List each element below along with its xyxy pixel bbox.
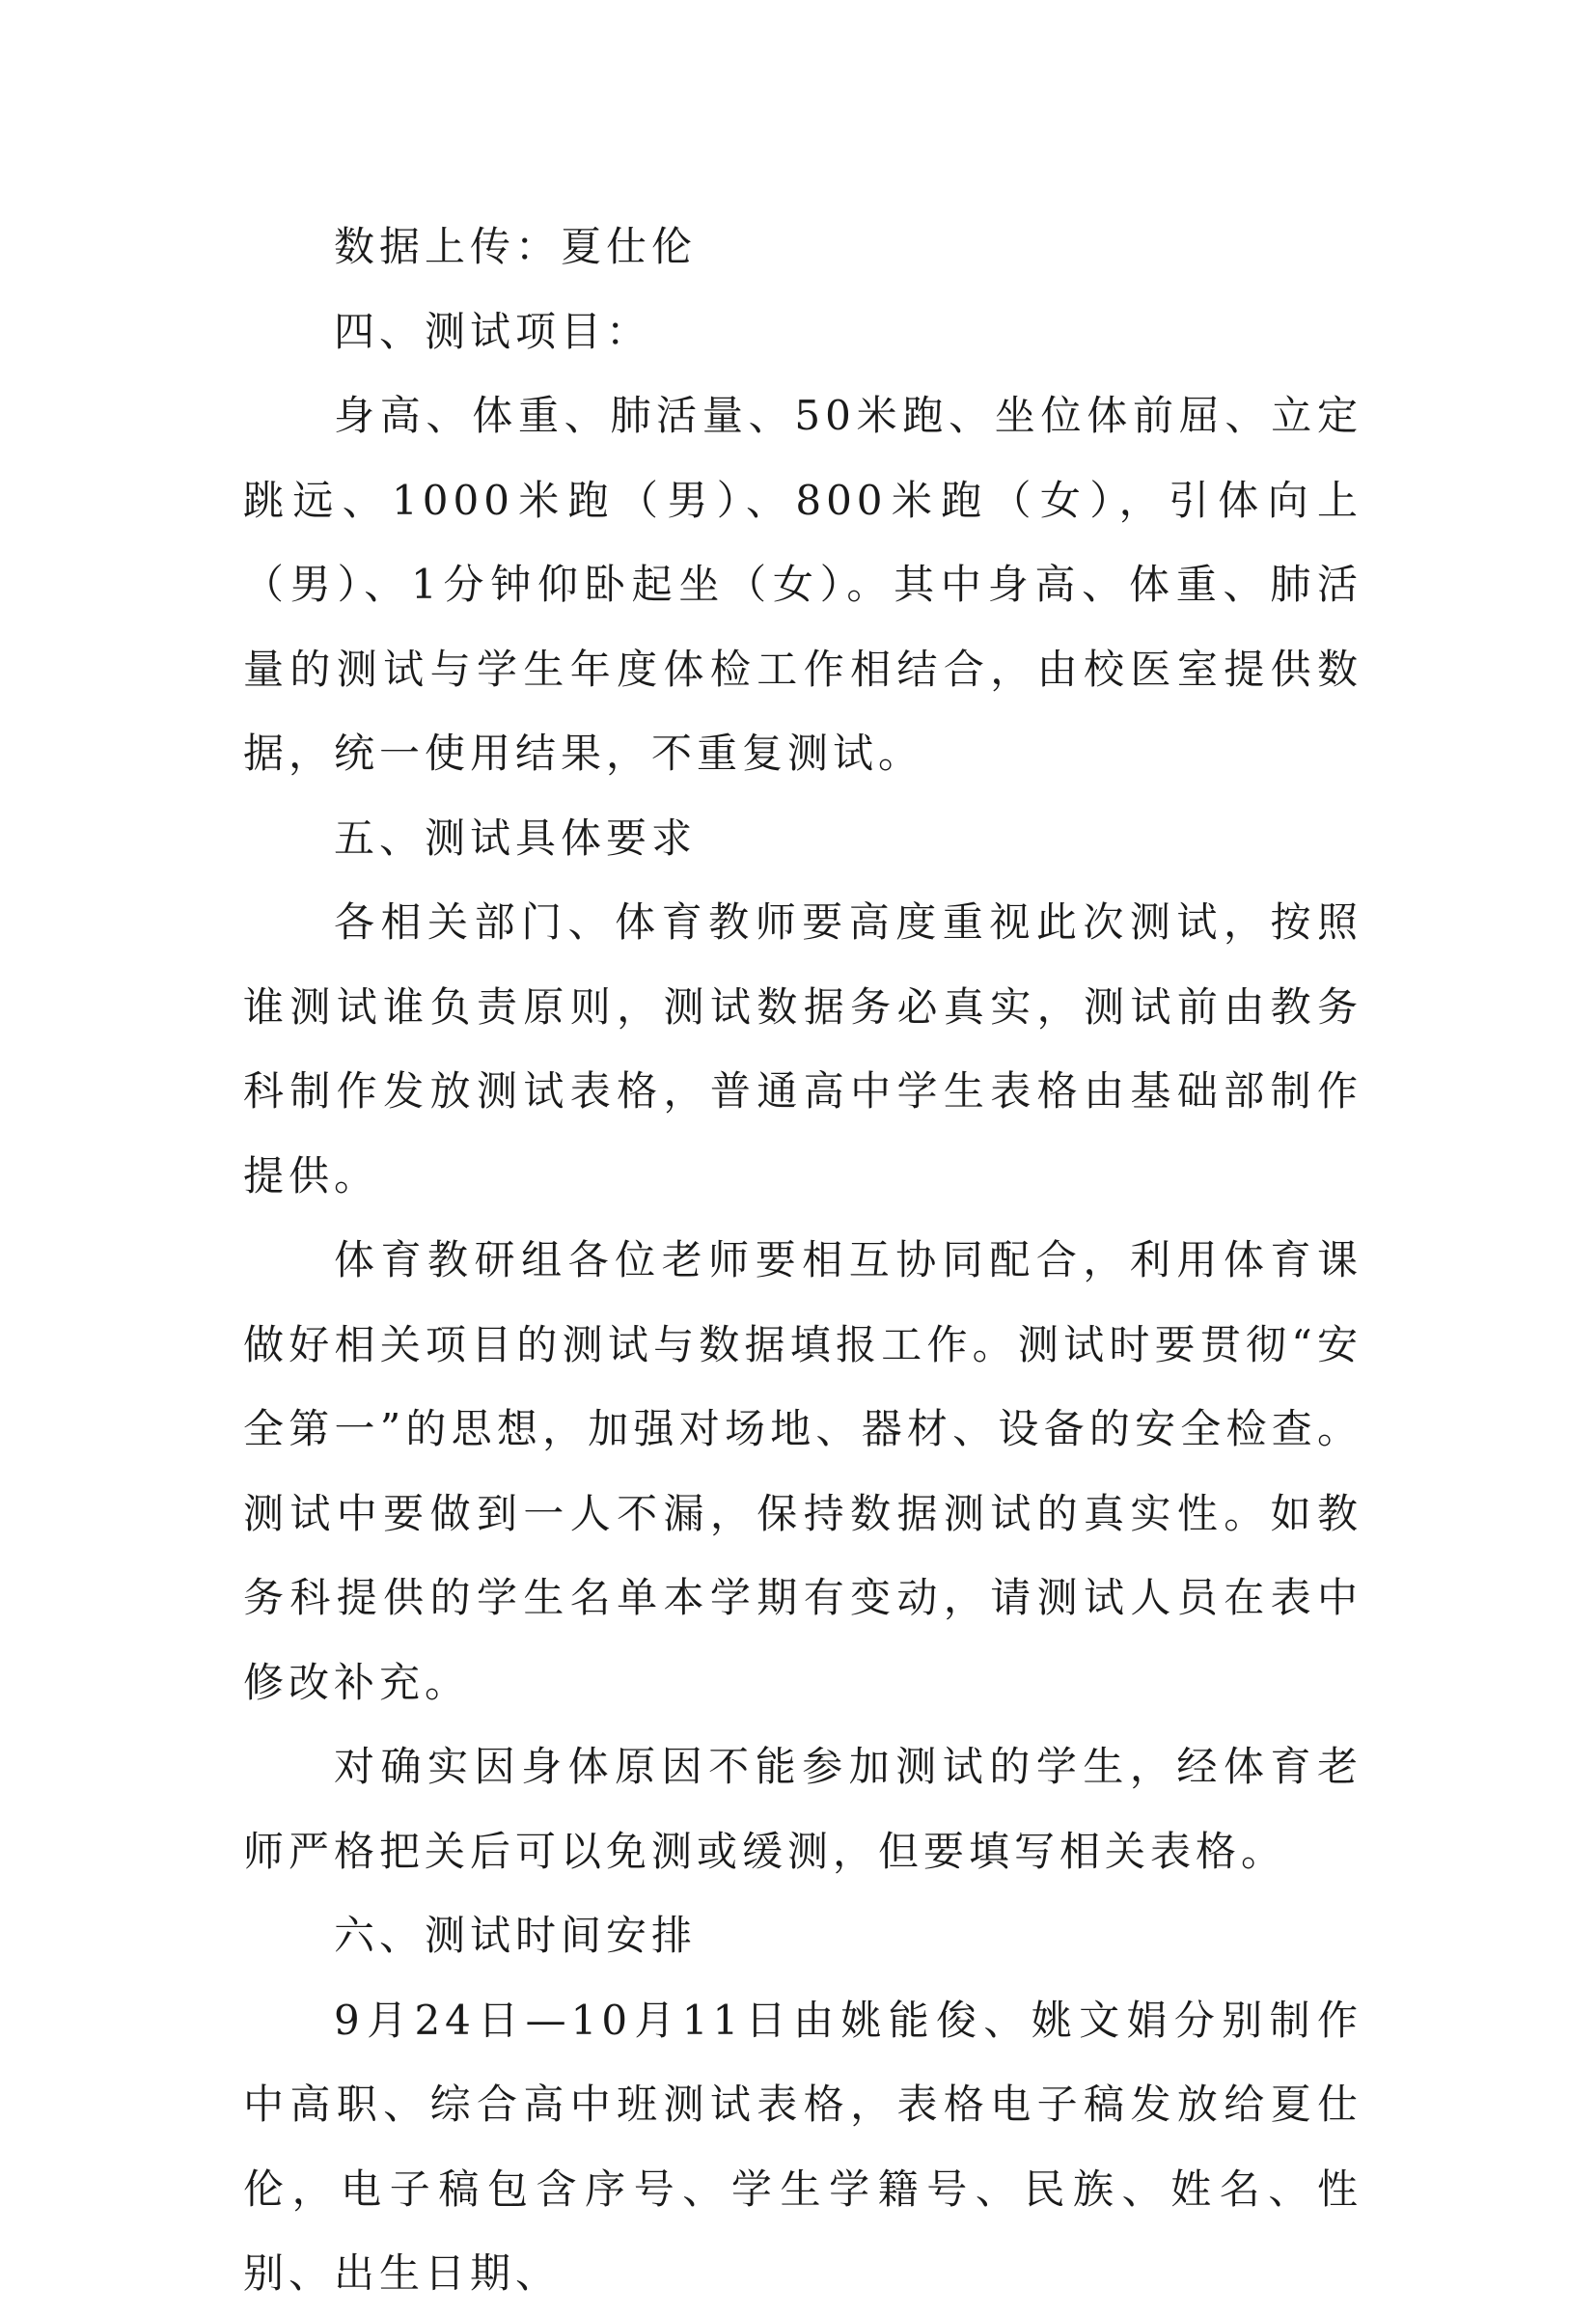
paragraph-requirements-3: 对确实因身体原因不能参加测试的学生，经体育老师严格把关后可以免测或缓测，但要填写相关表格。 xyxy=(243,1743,1362,1875)
paragraph-test-items: 身高、体重、肺活量、50米跑、坐位体前屈、立定跳远、1000米跑（男）、800米跑（女），引体向上（男）、1分钟仰卧起坐（女）。其中身高、体重、肺活量的测试与学生年度体检工作相结合，由校医室提供数据，统一使用结果，不重复测试。 xyxy=(243,392,1362,777)
document-body xyxy=(243,205,1362,2316)
heading-test-requirements: 五、测试具体要求 xyxy=(334,813,698,862)
paragraph-data-upload: 数据上传：夏仕伦 xyxy=(334,223,698,270)
paragraph-requirements-2: 体育教研组各位老师要相互协同配合，利用体育课做好相关项目的测试与数据填报工作。测试时要贯彻“安全第一”的思想，加强对场地、器材、设备的安全检查。测试中要做到一人不漏，保持数据测试的真实性。如教务科提供的学生名单本学期有变动，请测试人员在表中修改补充。 xyxy=(243,1236,1362,1706)
heading-test-items: 四、测试项目： xyxy=(334,307,652,355)
paragraph-schedule: 9月24日—10月11日由姚能俊、姚文娟分别制作中高职、综合高中班测试表格，表格电子稿发放给夏仕伦，电子稿包含序号、学生学籍号、民族、姓名、性别、出生日期、 xyxy=(243,1996,1362,2297)
paragraph-requirements-1: 各相关部门、体育教师要高度重视此次测试，按照谁测试谁负责原则，测试数据务必真实，测试前由教务科制作发放测试表格，普通高中学生表格由基础部制作提供。 xyxy=(243,898,1362,1199)
heading-test-schedule: 六、测试时间安排 xyxy=(334,1912,698,1959)
